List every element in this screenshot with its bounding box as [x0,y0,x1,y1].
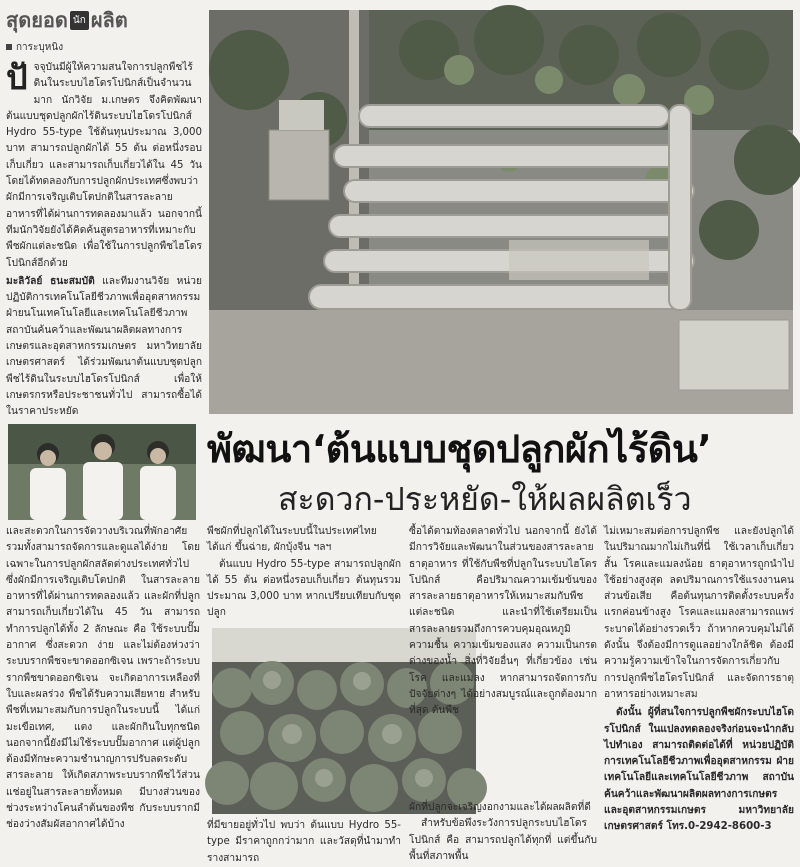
article-column-4 [604,524,794,852]
contact-paragraph: ดังนั้น ผู้ที่สนใจการปลูกพืชผักระบบไฮโดรโปนิกส์ ในแปลงทดลองจริงก่อนจะนำกลับไปทำเอง สามารถติดต่อได้ที่ หน่วยปฏิบัติการเทคโนโลยีชีวภาพเพื่ออุตสาหกรรม ฝ่ายเทคโนโลยีและเทคโนโลยีชีวภาพ สถาบันค้นคว้าและพัฒนาผลิตผลทางการเกษตรและอุตสาหกรรมเกษตร มหาวิทยาลัยเกษตรศาสตร์ โทร.0-2942-8600-3 [604,707,794,833]
headline: พัฒนา‘ต้นแบบชุดปลูกผักไร้ดิน’ [207,427,712,471]
article-column-1 [6,60,202,420]
masthead-badge: นัก [70,11,89,30]
col3-p2: สำหรับข้อพึงระวังการปลูกระบบไฮโดรโปนิกส์ คือ สามารถปลูกได้ทุกที่ แต่ขึ้นกับพื้นที่สภาพพื้น [409,818,597,862]
col2-p1: พืชผักที่ปลูกได้ในระบบนี้ในประเทศไทย ได้แก่ ขึ้นฉ่าย, ผักบุ้งจีน ฯลฯ [207,526,377,554]
byline: การะบุหนิง [6,40,63,55]
col3-p1: ซื้อได้ตามท้องตลาดทั่วไป นอกจากนี้ ยังได้มีการวิจัยและพัฒนาในส่วนของสารละลายธาตุอาหาร ที่ใช้กับพืชที่ปลูกในระบบไฮโดรโปนิกส์ คือปริมาณความเข้มข้นของสารละลายธาตุอาหารให้เหมาะสมกับพืชแต่ละชนิด และนำที่ใช้เตรียมเป็นสารละลายรวมถึงการควบคุมอุณหภูมิ ความชื้น ความเข้มของแสง ความเป็นกรดด่างของน้ำ สิ่งที่วิจัยอื่นๆ ที่เกี่ยวข้อง เช่น โรค และแมลง หากสามารถจัดการกับปัจจัยต่างๆ ได้อย่างสมบูรณ์และถูกต้องมากที่สุด ต้นพืช [409,526,597,717]
col2-p2: ต้นแบบ Hydro 55-type สามารถปลูกผักได้ 55 ต้น ต่อหนึ่งรอบเก็บเกี่ยว ต้นทุนรวมประมาณ 3,000 บาท หากเปรียบเทียบกับชุดปลูก [207,558,401,619]
hydroponic-system-photo [209,10,793,414]
col2-p4: ที่มีขายอยู่ทั่วไป พบว่า ต้นแบบ Hydro 55-type มีราคาถูกกว่ามาก และวัสดุที่นำมาทำรางสามารถ [207,820,401,864]
drop-cap: ปั [6,58,28,98]
article-column-2-bottom [207,818,401,864]
masthead-part1: สุดยอด [6,8,68,32]
researchers-photo [8,424,196,520]
column-masthead [6,6,128,34]
researcher-name: มะลิวัลย์ ธนะสมบัติ [6,275,95,287]
researcher-text: และทีมงานวิจัย หน่วยปฏิบัติการเทคโนโลยีชีวภาพเพื่ออุตสาหกรรม ฝ่ายนโนเทคโนโลยีและเทคโนโลยีชีวภาพ สถาบันค้นคว้าและพัฒนาผลิตผลทางการเกษตรและอุตสาหกรรมเกษตร มหาวิทยาลัยเกษตรศาสตร์ ได้ร่วมพัฒนาต้นแบบชุดปลูกพืชไร้ดินในระบบไฮโดรโปนิกส์ เพื่อให้เกษตรกรหรือประชาชนทั่วไป สามารถซื้อได้ในราคาประหยัด [6,275,202,418]
article-column-3 [409,524,597,862]
intro-paragraph: จจุบันมีผู้ให้ความสนใจการปลูกพืชไร้ดินในระบบไฮโดรโปนิกส์เป็นจำนวนมาก นักวิจัย ม.เกษตร จึงคิดพัฒนาต้นแบบชุดปลูกผักไร้ดินระบบไฮโดรโปนิกส์ Hydro 55-type ใช้ต้นทุนประมาณ 3,000 บาท สามารถปลูกผักได้ 55 ต้น ต่อหนึ่งรอบเก็บเกี่ยว และสามารถเก็บเกี่ยวได้ใน 45 วัน โดยได้ทดลองกับการปลูกผักประเทศซึ่งพบว่าผักมีการเจริญเติบโตปกติในสารละลายอาหารที่ได้ผ่านการทดลองมาแล้ว นอกจากนี้ ทีมนักวิจัยยังได้คิดค้นสูตรอาหารที่เหมาะกับพืชผักแต่ละชนิด เพื่อใช้ในการปลูกพืชไฮโดรโปนิกส์อีกด้วย [6,62,202,269]
col1-continued-text: และสะดวกในการจัดวางบริเวณที่พักอาศัย รวมทั้งสามารถจัดการและดูแลได้ง่าย โดยเฉพาะในการปลูกผักสลัดต่างประเทศทั่วไป ซึ่งผักมีการเจริญเติบโตปกติ ในสารละลายอาหารที่ได้ผ่านการทดลองแล้ว และผักที่ปลูกสามารถเก็บเกี่ยวได้ใน 45 วัน สามารถทำการปลูกได้ทั้ง 2 ลักษณะ คือ ใช้ระบบปั๊มอากาศ ซึ่งสะดวก ง่าย และไม่ต้องห่วงว่าระบบรากพืชจะขาดออกซิเจน เพราะถ้าระบบรากพืชขาดออกซิเจน จะเกิดอาการเหลืองที่ใบและผลร่วง พืชได้รับความเสียหาย สำหรับพืชที่เหมาะสมกับการปลูกในระบบนี้ ได้แก่ มะเขือเทศ, แตง และผักกินใบทุกชนิด นอกจากนี้ยังมีไม่ใช้ระบบปั๊มอากาศ แต่ผู้ปลูกต้องมีทักษะความชำนาญการปรับลดระดับสารละลาย ให้เกิดสภาพระบบรากพืชไว้ส่วนแช่อยู่ในสารละลายทั้งหมด มีบางส่วนของช่วงระหว่างโคนลำต้นของพืช กับระบบรากมีช่องว่างสัมผัสอากาศได้บ้าง [6,526,200,831]
col3-p3: ผักที่ปลูกจะเจริญงอกงามและได้ผลผลิตที่ดี [409,802,591,813]
subheadline: สะดวก-ประหยัด-ให้ผลผลิตเร็ว [278,480,692,518]
col4-p1: ไม่เหมาะสมต่อการปลูกพืช และยังปลูกได้ในปริมาณมากไม่เกินที่นี่ ใช้เวลาเก็บเกี่ยวสั้น โรคและแมลงน้อย ธาตุอาหารถูกนำไปใช้อย่างสูงสุด ลดปริมาณการใช้แรงงานคน ส่วนข้อเสีย คือต้นทุนการติดตั้งระบบครั้งแรกค่อนข้างสูง โรคและแมลงสามารถแพร่ระบาดได้อย่างรวดเร็ว ถ้าหากควบคุมไม่ได้ ดังนั้น จึงต้องมีการดูแลอย่างใกล้ชิด ต้องมีความรู้ความเข้าใจในการจัดการเกี่ยวกับการปลูกพืชไฮโดรโปนิกส์ และจัดการธาตุอาหารอย่างเหมาะสม [604,526,794,700]
researcher-paragraph [6,274,202,421]
article-column-2 [207,524,401,622]
article-column-1-continued [6,524,200,850]
masthead-part2: ผลิต [90,8,128,32]
